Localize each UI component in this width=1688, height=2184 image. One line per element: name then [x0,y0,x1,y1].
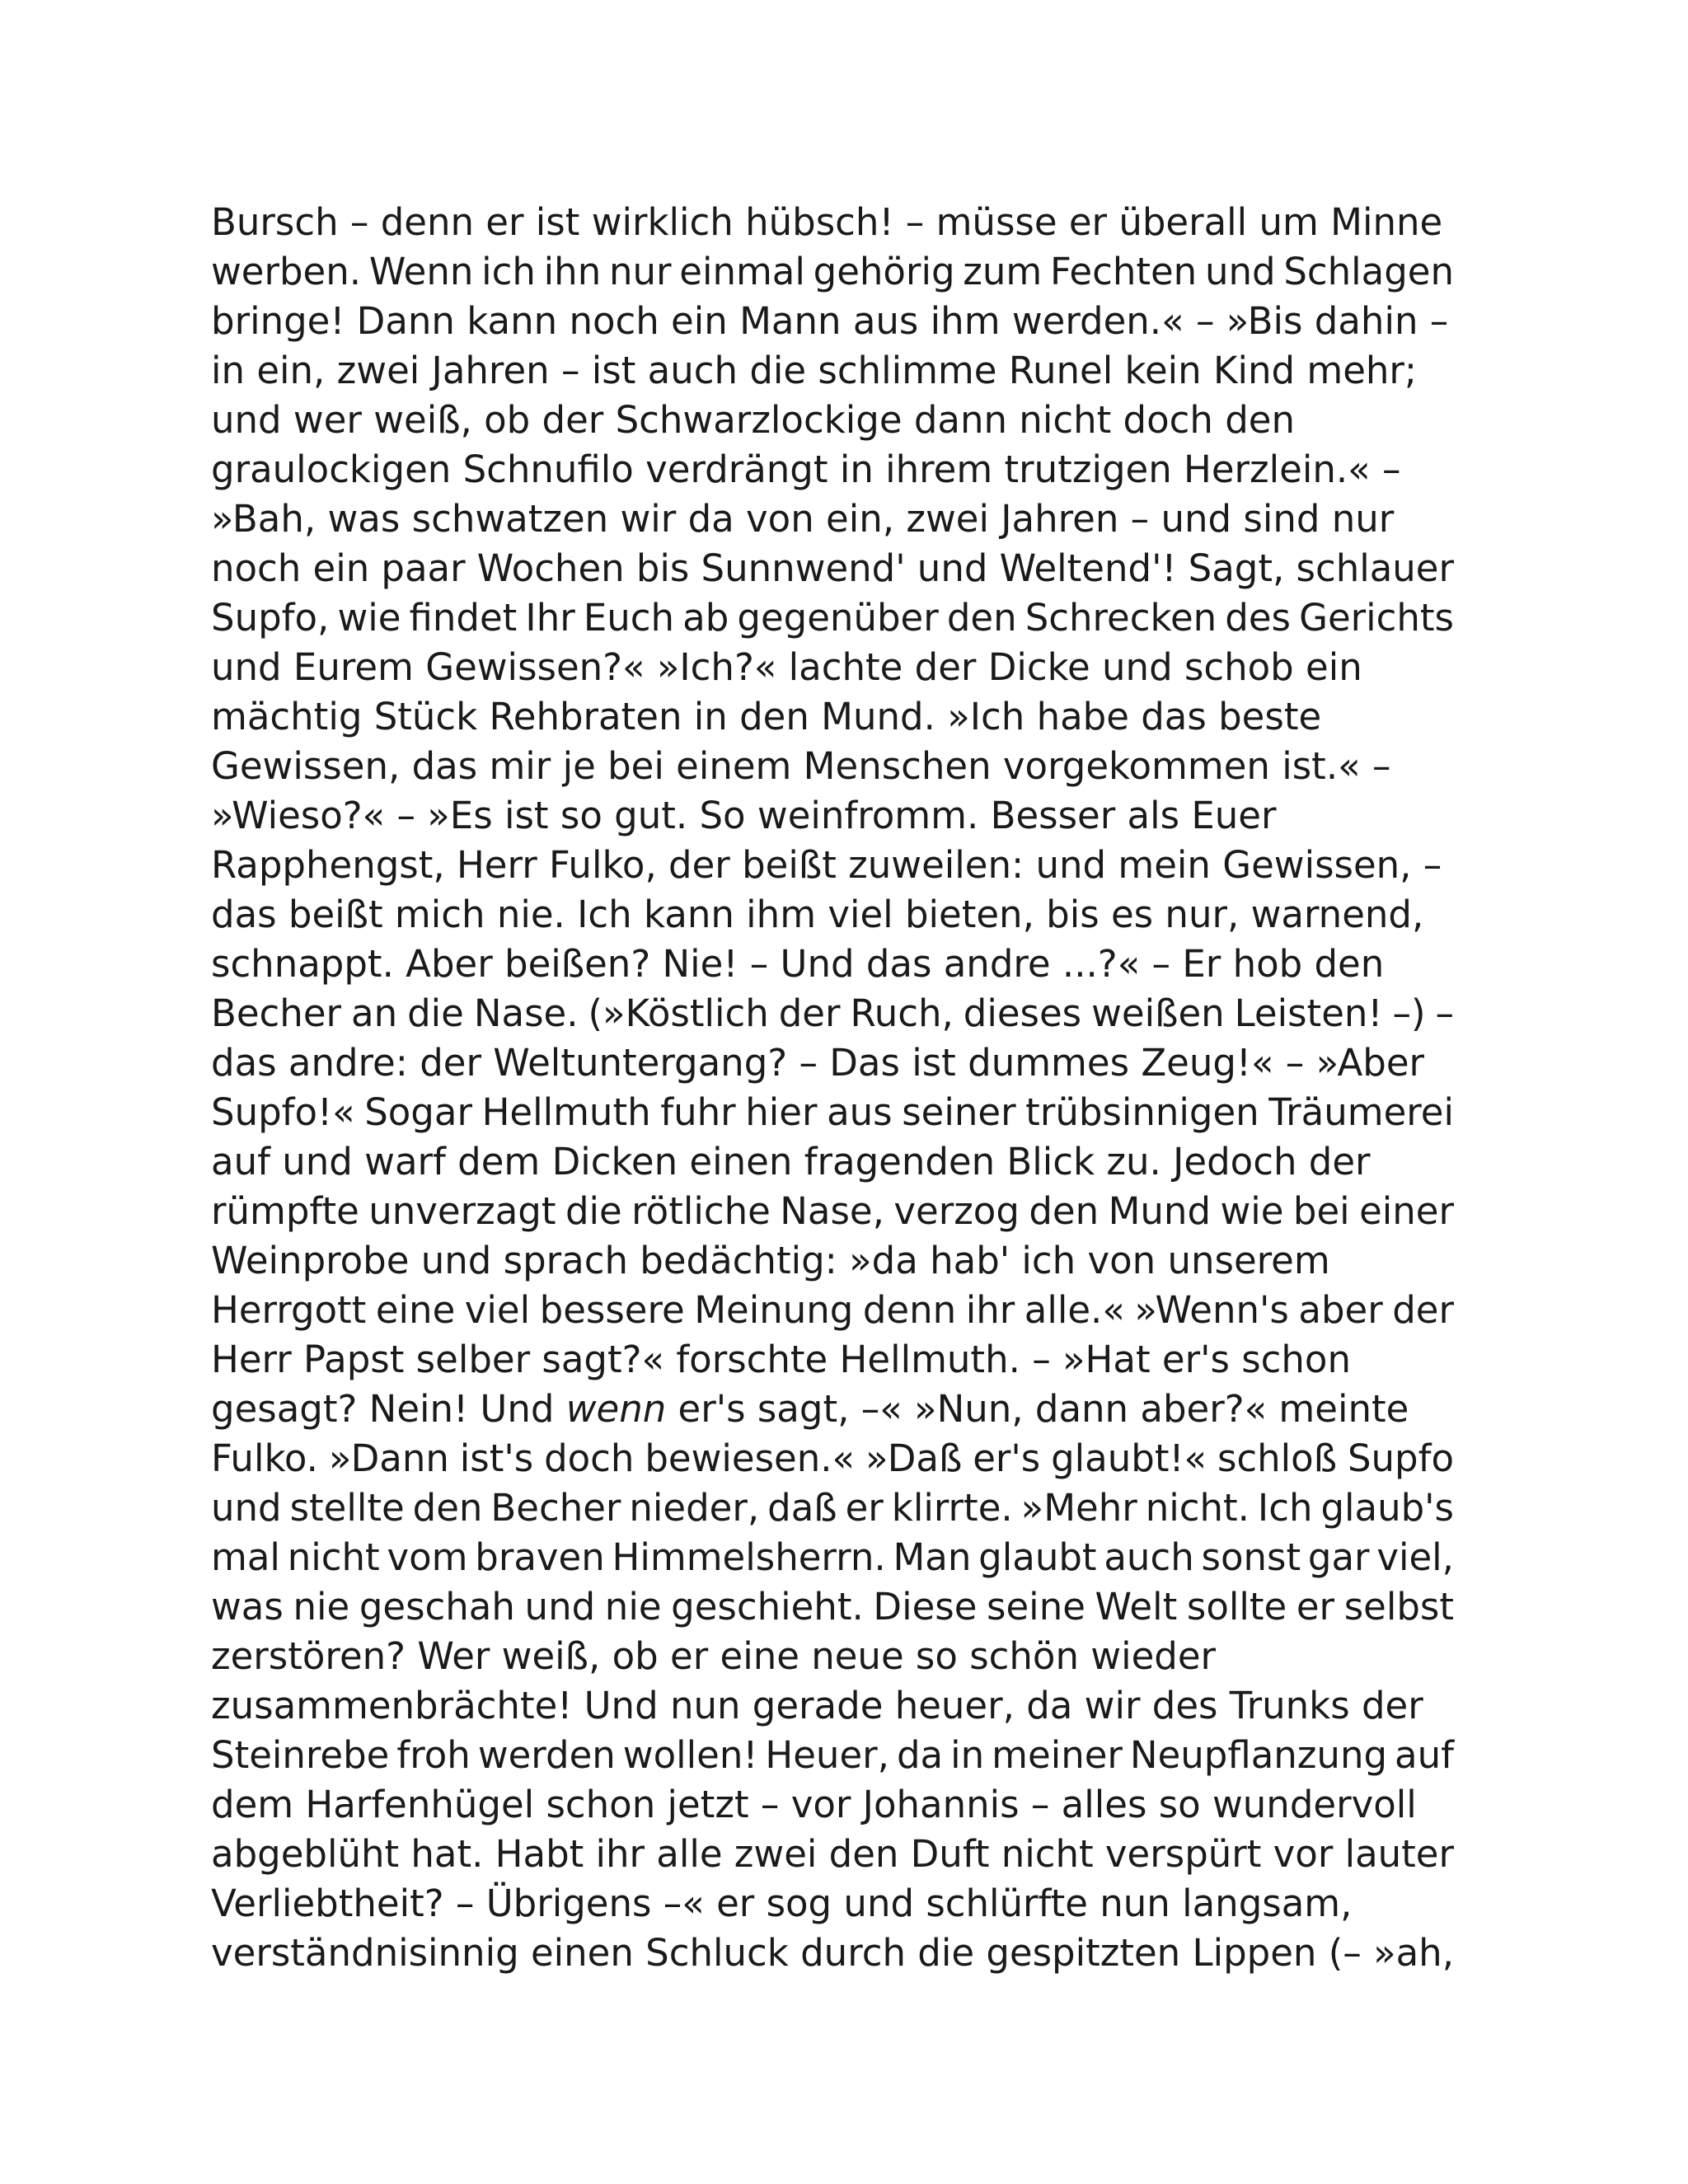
text-line: Bursch – denn er ist wirklich hübsch! – müsse er überall um Minne [211,200,1443,244]
text-line: bringe! Dann kann noch ein Mann aus ihm werden.« – »Bis dahin – [211,299,1449,343]
text-line: dem Harfenhügel schon jetzt – vor Johannis – alles so wundervoll [211,1783,1417,1826]
text-line: rümpfte unverzagt die rötliche Nase, verzog den Mund wie bei einer [211,1189,1454,1233]
text-line: noch ein paar Wochen bis Sunnwend' und Weltend'! Sagt, schlauer [211,546,1454,590]
text-line: Becher an die Nase. (»Köstlich der Ruch, dieses weißen Leisten! –) – [211,991,1454,1035]
text-line: verständnisinnig einen Schluck durch die gespitzten Lippen (– »ah, [211,1931,1454,1975]
text-line: was nie geschah und nie geschieht. Diese seine Welt sollte er selbst [211,1585,1454,1629]
text-line: mächtig Stück Rehbraten in den Mund. »Ich habe das beste [211,695,1322,738]
text-line: Verliebtheit? – Übrigens –« er sog und schlürfte nun langsam, [211,1882,1353,1925]
text-line: Herrgott eine viel bessere Meinung denn ihr alle.« »Wenn's aber der [211,1288,1454,1332]
emphasis-word: wenn [565,1387,667,1431]
text-line: Supfo, wie findet Ihr Euch ab gegenüber den Schrecken des Gerichts [211,596,1454,640]
text-line: graulockigen Schnufilo verdrängt in ihrem trutzigen Herzlein.« – [211,448,1401,491]
text-line: und wer weiß, ob der Schwarzlockige dann nicht doch den [211,398,1295,442]
text-line: »Bah, was schwatzen wir da von ein, zwei Jahren – und sind nur [211,497,1395,541]
text-line: Herr Papst selber sagt?« forschte Hellmuth. – »Hat er's schon [211,1338,1351,1381]
text-line: mal nicht vom braven Himmelsherrn. Man glaubt auch sonst gar viel, [211,1535,1454,1579]
text-line: »Wieso?« – »Es ist so gut. So weinfromm. Besser als Euer [211,794,1277,837]
text-line: schnappt. Aber beißen? Nie! – Und das andre ...?« – Er hob den [211,942,1385,986]
text-line: Gewissen, das mir je bei einem Menschen vorgekommen ist.« – [211,744,1391,788]
text-line: und stellte den Becher nieder, daß er klirrte. »Mehr nicht. Ich glaub's [211,1486,1454,1530]
text-line: auf und warf dem Dicken einen fragenden Blick zu. Jedoch der [211,1140,1371,1183]
text-line: Rapphengst, Herr Fulko, der beißt zuweilen: und mein Gewissen, – [211,843,1442,887]
text-line: in ein, zwei Jahren – ist auch die schlimme Runel kein Kind mehr; [211,349,1418,392]
text-line: Supfo!« Sogar Hellmuth fuhr hier aus seiner trübsinnigen Träumerei [211,1090,1454,1134]
text-line: Steinrebe froh werden wollen! Heuer, da in meiner Neupflanzung auf [211,1733,1454,1777]
text-line: das andre: der Weltuntergang? – Das ist dummes Zeug!« – »Aber [211,1041,1425,1085]
text-line: Fulko. »Dann ist's doch bewiesen.« »Daß er's glaubt!« schloß Supfo [211,1436,1454,1480]
body-text [211,198,1454,1978]
text-line-with-emphasis: gesagt? Nein! Und wenn er's sagt, –« »Nun, dann aber?« meinte [211,1387,1409,1431]
text-line: zusammenbrächte! Und nun gerade heuer, da wir des Trunks der [211,1684,1423,1727]
text-line: Weinprobe und sprach bedächtig: »da hab' ich von unserem [211,1239,1330,1282]
text-line: abgeblüht hat. Habt ihr alle zwei den Duft nicht verspürt vor lauter [211,1832,1454,1876]
text-line: zerstören? Wer weiß, ob er eine neue so schön wieder [211,1634,1217,1678]
text-line: und Eurem Gewissen?« »Ich?« lachte der Dicke und schob ein [211,645,1362,689]
text-line: das beißt mich nie. Ich kann ihm viel bieten, bis es nur, warnend, [211,893,1424,936]
text-line: werben. Wenn ich ihn nur einmal gehörig zum Fechten und Schlagen [211,250,1454,293]
